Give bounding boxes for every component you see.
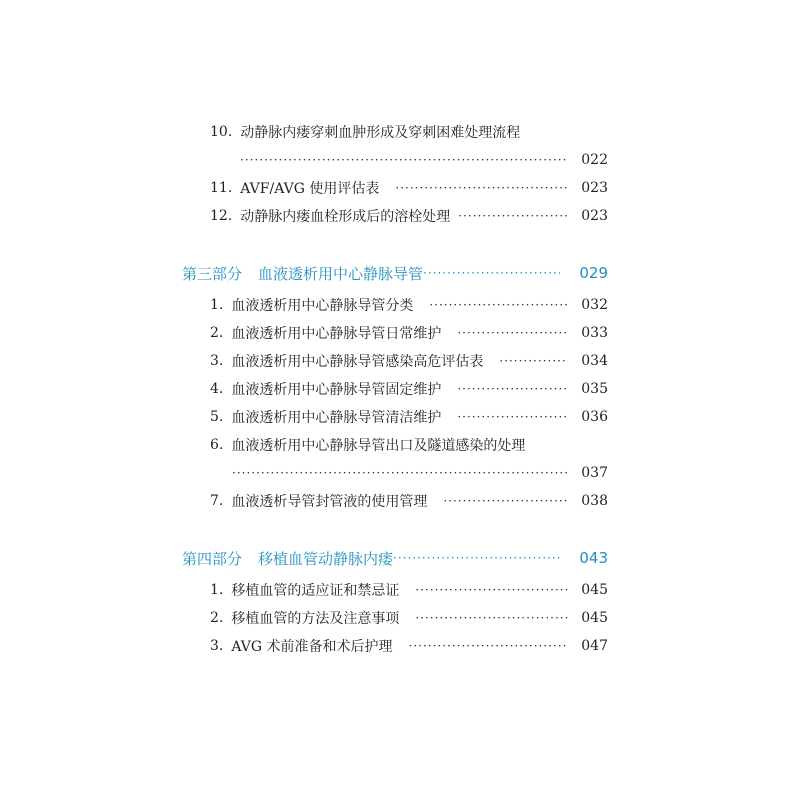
- page-number: 045: [581, 610, 608, 626]
- section-heading-part4[interactable]: [182, 546, 608, 570]
- section-heading-part3[interactable]: [182, 261, 608, 285]
- toc-item-4-1[interactable]: [210, 578, 608, 602]
- item-number: 10.: [210, 124, 233, 140]
- item-number: 2.: [210, 610, 224, 626]
- page-number: 033: [581, 325, 608, 341]
- item-title: 血液透析导管封管液的使用管理: [231, 494, 428, 510]
- item-number: 1.: [210, 582, 224, 598]
- item-number: 3.: [210, 353, 224, 369]
- page-number: 045: [581, 582, 608, 598]
- section-title: 血液透析用中心静脉导管: [258, 264, 424, 283]
- item-title: 血液透析用中心静脉导管出口及隧道感染的处理: [231, 438, 526, 454]
- toc-item-3-7[interactable]: [210, 489, 608, 513]
- toc-item-3-2[interactable]: [210, 321, 608, 345]
- page-number: 023: [581, 208, 608, 224]
- dot-leader: [232, 466, 568, 480]
- dot-leader: [409, 639, 568, 653]
- page-number: 043: [579, 549, 608, 567]
- dot-leader: [423, 266, 560, 280]
- item-number: 12.: [210, 208, 233, 224]
- page-number: 047: [581, 638, 608, 654]
- page-number: 022: [581, 152, 608, 168]
- dot-leader: [415, 611, 568, 625]
- dot-leader: [429, 298, 568, 312]
- dot-leader: [240, 153, 568, 167]
- page-number: 037: [581, 465, 608, 481]
- section-label: 第四部分: [182, 549, 243, 568]
- page-number: 032: [581, 297, 608, 313]
- page-number: 038: [581, 493, 608, 509]
- item-title: 动静脉内瘘血栓形成后的溶栓处理: [240, 209, 451, 225]
- item-title: 血液透析用中心静脉导管感染高危评估表: [231, 354, 484, 370]
- item-number: 11.: [210, 180, 233, 196]
- item-title: 移植血管的适应证和禁忌证: [231, 583, 400, 599]
- item-number: 2.: [210, 325, 224, 341]
- toc-item-3-4[interactable]: [210, 377, 608, 401]
- item-title: 动静脉内瘘穿刺血肿形成及穿刺困难处理流程: [240, 125, 521, 141]
- toc-item-3-6-title[interactable]: [210, 433, 610, 457]
- dot-leader: [443, 494, 568, 508]
- dot-leader: [457, 382, 568, 396]
- section-title: 移植血管动静脉内瘘: [258, 549, 394, 568]
- section-label: 第三部分: [182, 264, 243, 283]
- toc-item-10-leader[interactable]: [240, 148, 608, 172]
- page-number: 035: [581, 381, 608, 397]
- item-title: 移植血管的方法及注意事项: [231, 611, 400, 627]
- page-number: 036: [581, 409, 608, 425]
- toc-item-3-6-leader[interactable]: [232, 461, 608, 485]
- dot-leader: [457, 410, 568, 424]
- page-number: 034: [581, 353, 608, 369]
- toc-item-3-3[interactable]: [210, 349, 608, 373]
- item-title: AVG 术前准备和术后护理: [231, 639, 393, 655]
- dot-leader: [458, 209, 568, 223]
- item-title: AVF/AVG 使用评估表: [240, 181, 380, 197]
- dot-leader: [393, 551, 560, 565]
- dot-leader: [499, 354, 568, 368]
- item-number: 1.: [210, 297, 224, 313]
- item-number: 7.: [210, 493, 224, 509]
- item-title: 血液透析用中心静脉导管固定维护: [231, 382, 442, 398]
- toc-item-4-2[interactable]: [210, 606, 608, 630]
- dot-leader: [457, 326, 568, 340]
- item-number: 3.: [210, 638, 224, 654]
- dot-leader: [415, 583, 568, 597]
- item-title: 血液透析用中心静脉导管分类: [231, 298, 414, 314]
- toc-item-12[interactable]: [210, 204, 608, 228]
- toc-item-10-title[interactable]: [210, 120, 610, 144]
- item-number: 6.: [210, 437, 224, 453]
- toc-item-4-3[interactable]: [210, 634, 608, 658]
- page-number: 023: [581, 180, 608, 196]
- toc-item-3-1[interactable]: [210, 293, 608, 317]
- toc-item-3-5[interactable]: [210, 405, 608, 429]
- item-number: 5.: [210, 409, 224, 425]
- toc-item-11[interactable]: [210, 176, 608, 200]
- dot-leader: [395, 181, 568, 195]
- item-title: 血液透析用中心静脉导管清洁维护: [231, 410, 442, 426]
- page-number: 029: [579, 264, 608, 282]
- item-title: 血液透析用中心静脉导管日常维护: [231, 326, 442, 342]
- item-number: 4.: [210, 381, 224, 397]
